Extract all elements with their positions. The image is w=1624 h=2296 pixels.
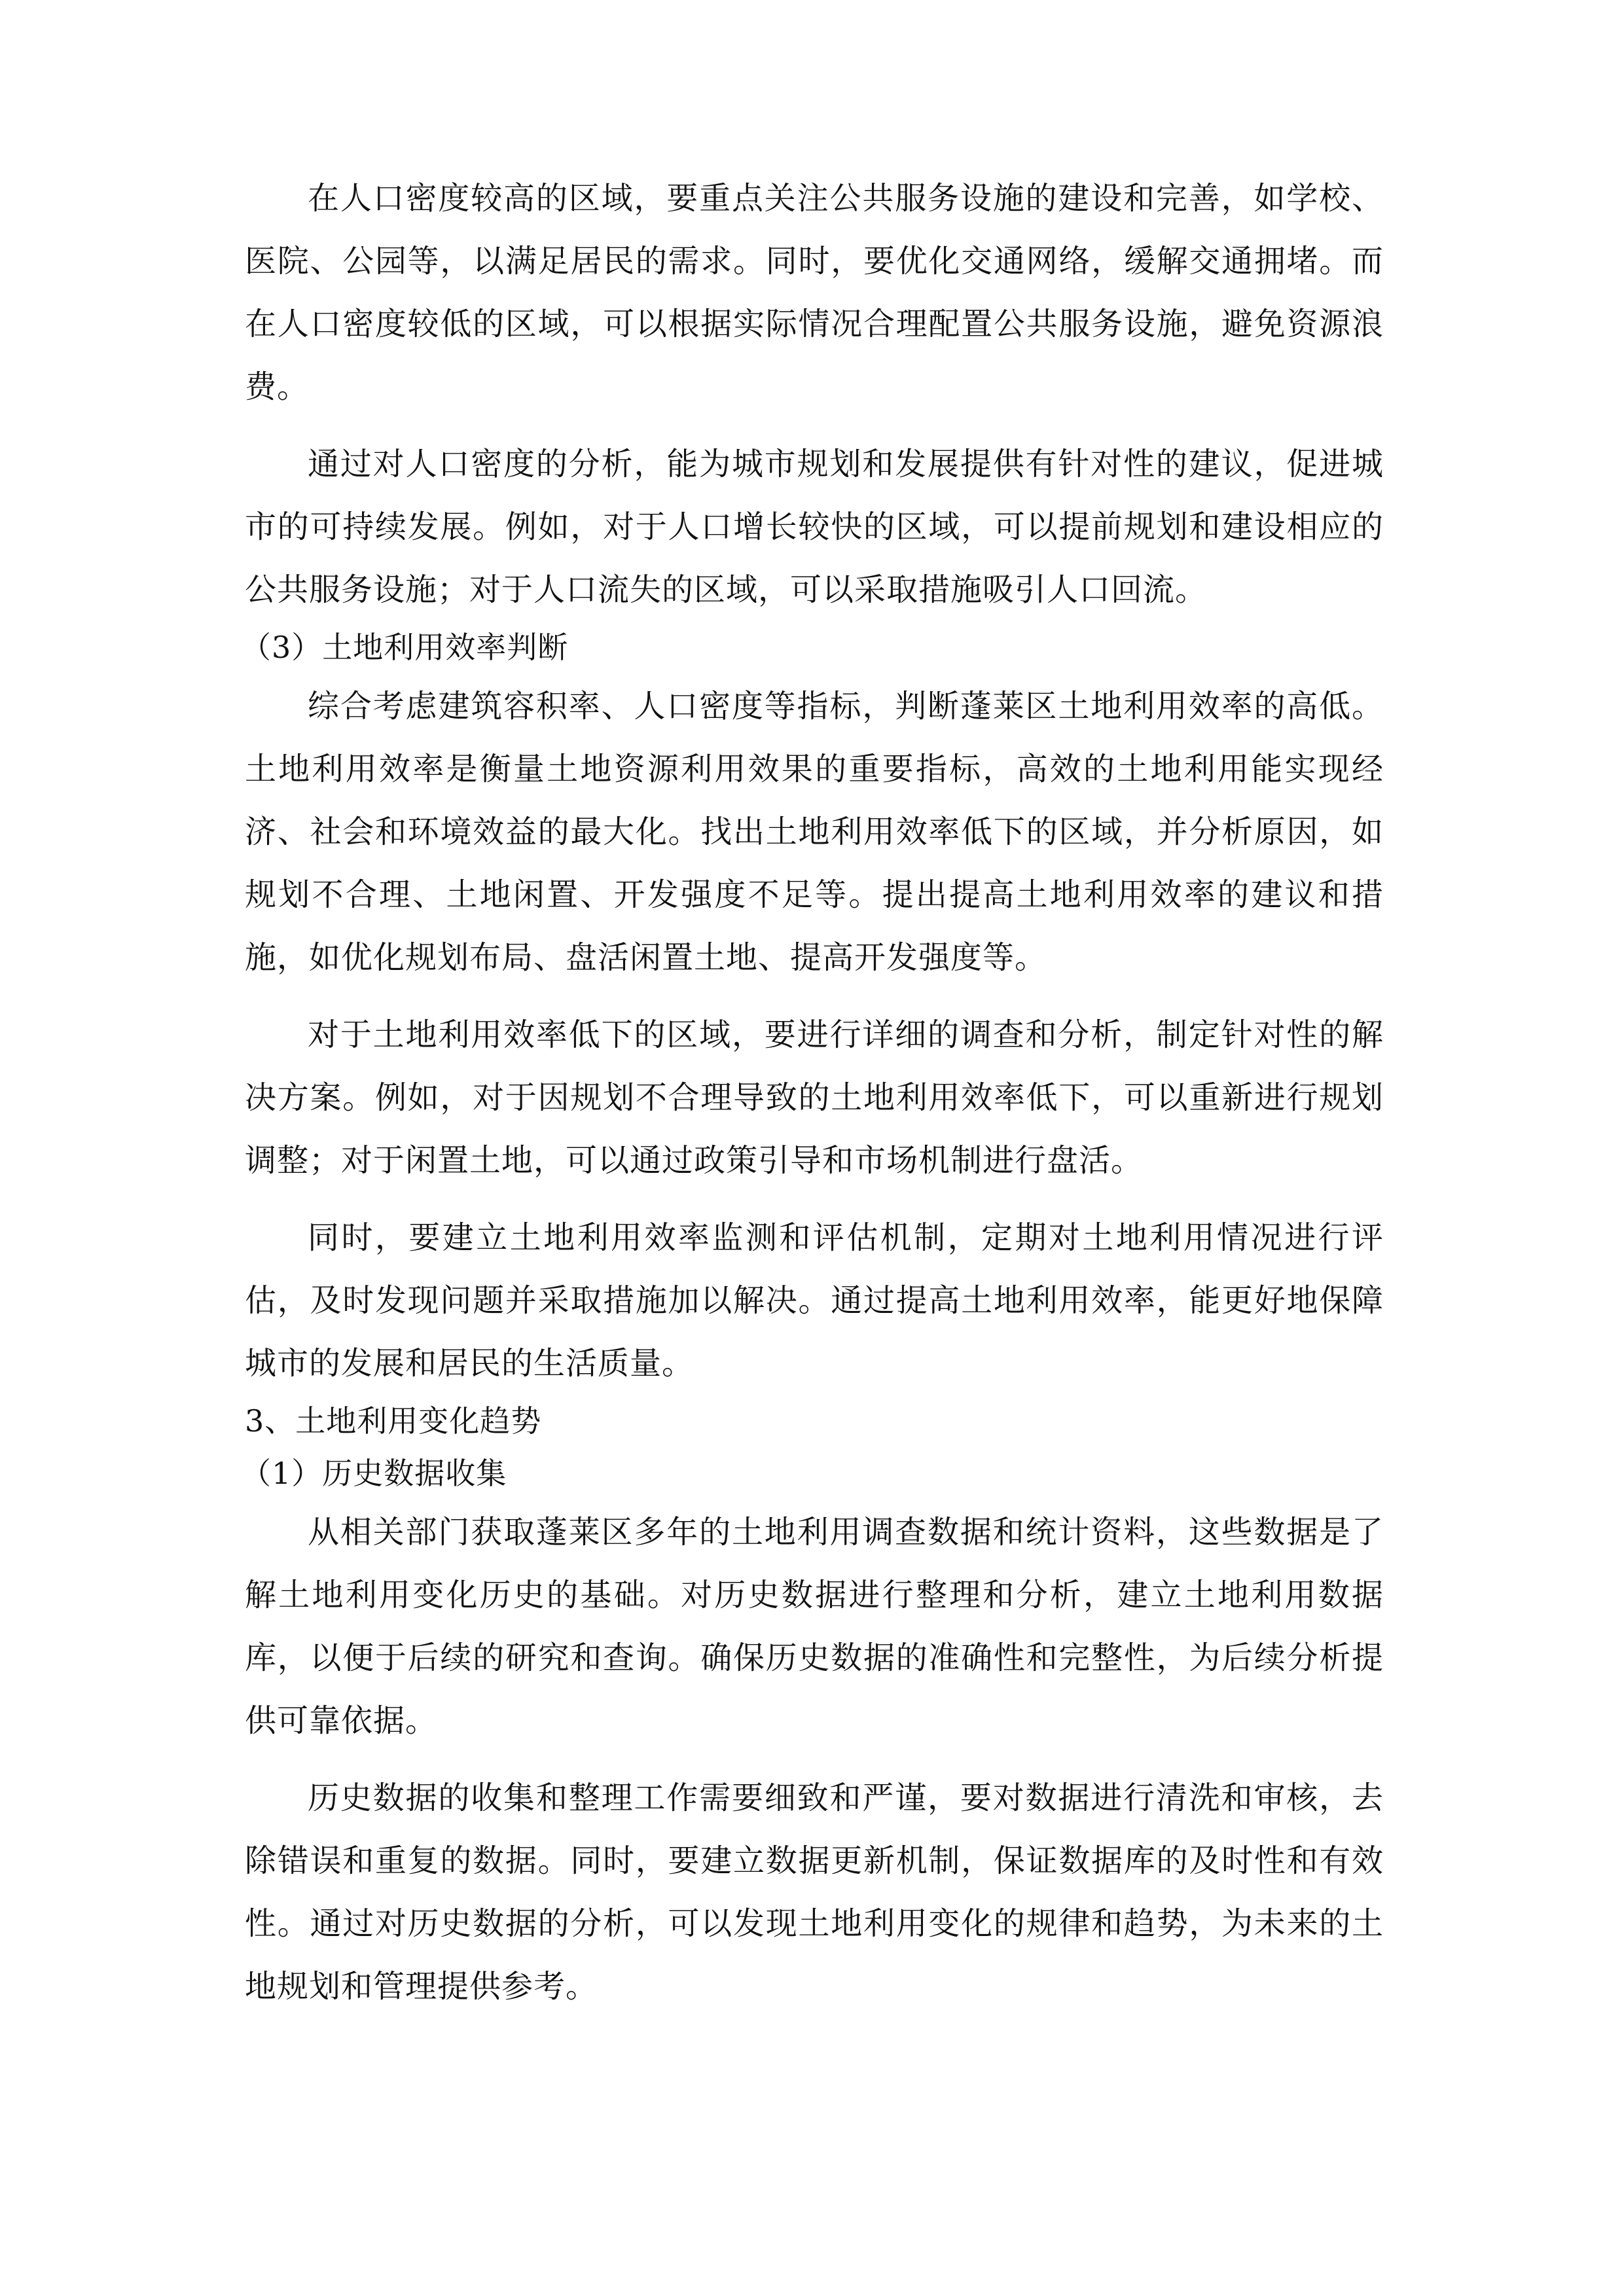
paragraph-low-efficiency-areas: 对于土地利用效率低下的区域，要进行详细的调查和分析，制定针对性的解决方案。例如，对于因规划不合理导致的土地利用效率低下，可以重新进行规划调整；对于闲置土地，可以通过政策引导和市场机制进行盘活。 — [245, 1016, 1384, 1179]
paragraph-public-services: 在人口密度较高的区域，要重点关注公共服务设施的建设和完善，如学校、医院、公园等，以满足居民的需求。同时，要优化交通网络，缓解交通拥堵。而在人口密度较低的区域，可以根据实际情况合理配置公共服务设施，避免资源浪费。 — [245, 180, 1384, 405]
paragraph-population-density-analysis: 通过对人口密度的分析，能为城市规划和发展提供有针对性的建议，促进城市的可持续发展。例如，对于人口增长较快的区域，可以提前规划和建设相应的公共服务设施；对于人口流失的区域，可以采取措施吸引人口回流。 — [245, 446, 1384, 608]
section-heading-historical-data: （1）历史数据收集 — [241, 1456, 507, 1491]
document-body — [241, 167, 1384, 2018]
section-heading-land-use-trends: 3、土地利用变化趋势 — [245, 1403, 542, 1439]
paragraph-historical-data-collection: 从相关部门获取蓬莱区多年的土地利用调查数据和统计资料，这些数据是了解土地利用变化历史的基础。对历史数据进行整理和分析，建立土地利用数据库，以便于后续的研究和查询。确保历史数据的准确性和完整性，为后续分析提供可靠依据。 — [245, 1514, 1384, 1739]
paragraph-data-cleaning: 历史数据的收集和整理工作需要细致和严谨，要对数据进行清洗和审核，去除错误和重复的数据。同时，要建立数据更新机制，保证数据库的及时性和有效性。通过对历史数据的分析，可以发现土地利用变化的规律和趋势，为未来的土地规划和管理提供参考。 — [245, 1780, 1384, 2005]
paragraph-land-use-efficiency: 综合考虑建筑容积率、人口密度等指标，判断蓬莱区土地利用效率的高低。土地利用效率是衡量土地资源利用效果的重要指标，高效的土地利用能实现经济、社会和环境效益的最大化。找出土地利用效率低下的区域，并分析原因，如规划不合理、土地闲置、开发强度不足等。提出提高土地利用效率的建议和措施，如优化规划布局、盘活闲置土地、提高开发强度等。 — [245, 688, 1384, 976]
section-heading-land-use-efficiency: （3）土地利用效率判断 — [241, 630, 569, 665]
paragraph-monitoring-mechanism: 同时，要建立土地利用效率监测和评估机制，定期对土地利用情况进行评估，及时发现问题并采取措施加以解决。通过提高土地利用效率，能更好地保障城市的发展和居民的生活质量。 — [245, 1219, 1384, 1382]
